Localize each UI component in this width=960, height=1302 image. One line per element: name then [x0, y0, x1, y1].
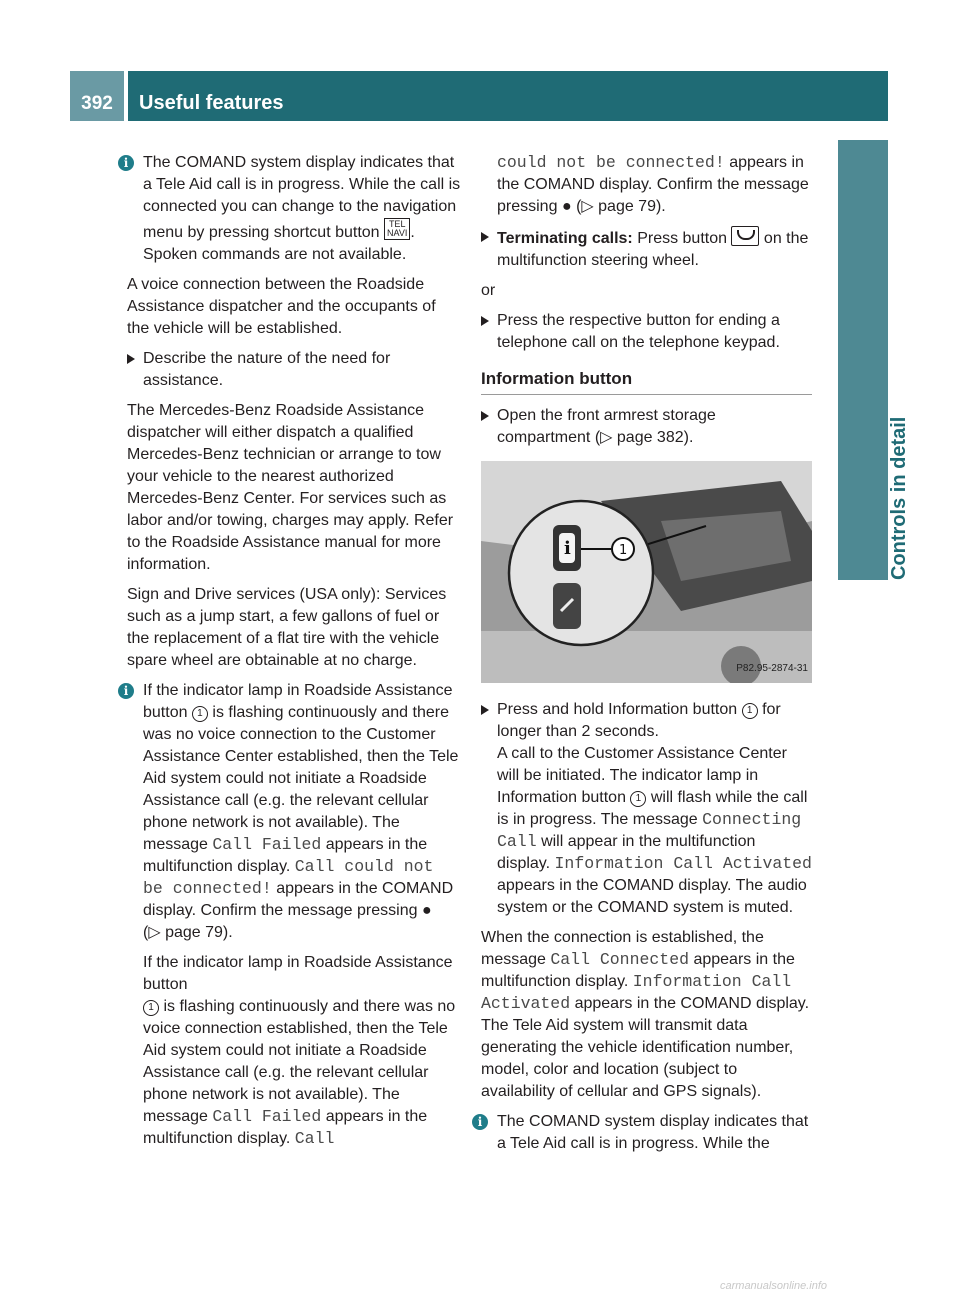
- svg-text:i: i: [564, 538, 571, 559]
- display-message: Call Failed: [212, 1107, 322, 1126]
- step-item: Open the front armrest storage compartment (▷ page 382).: [481, 405, 812, 449]
- step-text: Describe the nature of the need for assistance.: [143, 350, 391, 389]
- info-note: i If the indicator lamp in Roadside Assistance button 1 is flashing continuously and there was no voice connection to the Customer Assistance Center established, then the Tele Aid system could not initiate a Roadside Assistance call (e.g. the relevant cellular phone network is not available). The message Call Failed appears in the multifunction display. Call could not be connected! appears in the COMAND display. Confirm the message pressing ● (▷ page 79). If the indicator lamp in Roadside Assistance button 1 is flashing continuously and there was no voice connection established, then the Tele Aid system could not initiate a Roadside Assistance call (e.g. the relevant cellular phone network is not available). The message Call Failed appears in the multifunction display. Call: [127, 680, 462, 1150]
- side-tab: [838, 140, 888, 580]
- or-text: or: [481, 282, 496, 299]
- text: . Spoken commands are not available.: [143, 224, 415, 263]
- display-message: Call Connected: [550, 950, 689, 969]
- step-item: Press and hold Information button 1 for longer than 2 seconds. A call to the Customer Assistance Center will be initiated. The indicator lamp in Information button 1 will flash while the call is in progress. The message Connecting Call will appear in the multifunction display. Information Call Activated appears in the COMAND display. The audio system or the COMAND system is muted.: [481, 699, 812, 919]
- page-number: 392: [70, 71, 124, 121]
- step-arrow-icon: [481, 316, 489, 326]
- display-message: Information Call Activated: [554, 854, 812, 873]
- display-message: could not be connected!: [497, 153, 725, 172]
- callout-number-icon: 1: [192, 706, 208, 722]
- paragraph: The Mercedes-Benz Roadside Assistance dispatcher will either dispatch a qualified Mercedes-Benz technician or arrange to tow your vehicle to the nearest authorized Mercedes-Benz Center. For services such as labor and/or towing, charges may apply. Refer to the Roadside Assistance manual for more information.: [127, 402, 454, 573]
- paragraph: When the connection is established, the message Call Connected appears in the multifunction display. Information Call Activated appears in the COMAND display. The Tele Aid system will transmit data generating the vehicle identification number, model, color and location (subject to availability of cellular and GPS signals).: [481, 929, 810, 1100]
- info-icon: i: [118, 155, 134, 171]
- controller-press-icon: ●: [561, 198, 572, 215]
- step-item: [127, 348, 462, 392]
- footer-watermark: carmanualsonline.info: [720, 1280, 828, 1292]
- paragraph: Sign and Drive services (USA only): Services such as a jump start, a few gallons of fuel or the replacement of a flat tire with the vehicle spare wheel are obtainable at no charge.: [127, 586, 447, 669]
- page-ref: (▷ page 79).: [143, 924, 233, 941]
- info-note: [123, 152, 462, 266]
- armrest-illustration: [481, 461, 812, 683]
- figure-code: P82.95-2874-31: [736, 663, 808, 674]
- side-label: Controls in detail: [888, 416, 910, 580]
- display-message: Connecting Call: [497, 810, 802, 851]
- text: The COMAND system display indicates that a Tele Aid call is in progress. While the call is connected you can change to the navigation menu by pressing shortcut button: [143, 154, 461, 241]
- callout-number-icon: 1: [143, 1000, 159, 1016]
- controller-press-icon: ●: [421, 902, 432, 919]
- section-heading: Information button: [481, 368, 812, 395]
- callout-number-icon: 1: [630, 791, 646, 807]
- step-item: Press the respective button for ending a telephone call on the telephone keypad.: [481, 310, 812, 354]
- step-arrow-icon: [127, 354, 135, 364]
- left-column: [123, 152, 462, 1158]
- display-message: Call could not be connected!: [143, 857, 434, 898]
- end-call-icon: [731, 226, 759, 246]
- page-header: [70, 71, 888, 121]
- info-icon: i: [118, 683, 134, 699]
- step-arrow-icon: [481, 411, 489, 421]
- right-column: could not be connected! appears in the COMAND display. Confirm the message pressing ● (▷ page 79). Terminating calls: Press button on the multifunction steering wheel. or Press the respective button for ending a telephone call on the telephone keypad. Information button Open the front armrest storage compartment (▷ page 382). i 1 P82.95-2874-31 Press and hold Information button 1 for longer than 2 seconds. A call to the Customer Assistance Center will be initiated. The indicator lamp in Information button 1 will flash while the call is in progress. The message Connecting Call will appear in the multifunction display. Information Call Activated appears in the COMAND display. The audio system or the COMAND system is muted. When the connection is established, the message Call Connected appears in the multifunction display. Information Call Activated appears in the COMAND display. The Tele Aid system will transmit data generating the vehicle identification number, model, color and location (subject to availability of cellular and GPS signals). i The COMAND system display indicates that a Tele Aid call is in progress. While the: [481, 152, 812, 1163]
- paragraph: A voice connection between the Roadside Assistance dispatcher and the occupants of the vehicle will be established.: [127, 276, 436, 337]
- step-item: Terminating calls: Press button on the multifunction steering wheel.: [481, 226, 812, 272]
- armrest-photo: [481, 461, 812, 683]
- page-title: Useful features: [128, 71, 888, 121]
- tel-navi-button-icon: TEL NAVI: [384, 218, 410, 240]
- display-message: Call: [294, 1129, 335, 1148]
- step-arrow-icon: [481, 705, 489, 715]
- info-note: i The COMAND system display indicates that a Tele Aid call is in progress. While the: [481, 1111, 812, 1155]
- step-arrow-icon: [481, 232, 489, 242]
- info-icon: i: [472, 1114, 488, 1130]
- display-message: Information Call Activated: [481, 972, 792, 1013]
- display-message: Call Failed: [212, 835, 322, 854]
- svg-text:1: 1: [619, 543, 628, 558]
- callout-number-icon: 1: [742, 703, 758, 719]
